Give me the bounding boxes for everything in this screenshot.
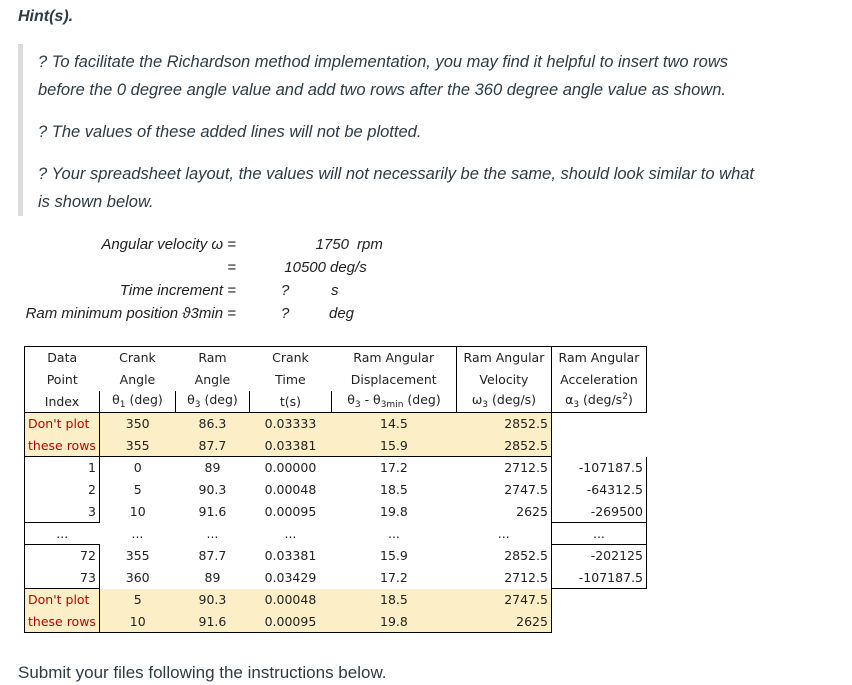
- header-crank: Crank: [99, 347, 175, 369]
- disp-theta-min-symbol: - θ: [364, 392, 381, 408]
- disp-cell: 15.9: [380, 548, 408, 563]
- disp-cell: ...: [387, 526, 400, 541]
- header-theta-diff: [331, 391, 456, 413]
- header-data: Data: [25, 347, 100, 369]
- alpha-unit-close: ): [627, 392, 633, 408]
- ram-min-value: ?: [281, 305, 290, 322]
- acc-cell: ...: [551, 523, 646, 545]
- ram-cell: ...: [206, 526, 219, 541]
- disp-cell: 17.2: [380, 570, 408, 585]
- theta3-unit: (deg): [204, 392, 238, 408]
- ram-cell: 90.3: [198, 482, 227, 497]
- table-row: [25, 611, 647, 633]
- table-row: [25, 479, 647, 501]
- crank-cell: 10: [129, 504, 146, 519]
- omega-unit: (deg/s): [492, 392, 537, 408]
- equals-label: =: [227, 259, 236, 276]
- time-cell: 0.00095: [264, 504, 317, 519]
- table-row: [25, 589, 647, 611]
- time-cell: 0.03381: [264, 548, 317, 563]
- disp-theta-min-subscript: 3min: [380, 400, 404, 411]
- acc-cell: [551, 413, 646, 435]
- header-point: Point: [25, 369, 100, 391]
- table-row: [25, 435, 647, 457]
- time-increment-label: Time increment =: [119, 282, 236, 299]
- ram-min-unit: deg: [329, 305, 355, 322]
- time-cell: 0.00048: [264, 482, 317, 497]
- index-cell: 1: [25, 457, 100, 479]
- index-cell: these rows: [25, 435, 100, 457]
- time-cell: 0.00048: [249, 589, 331, 611]
- alpha-symbol: α: [565, 392, 574, 408]
- hint-bullet-1-line-1: ? To facilitate the Richardson method implementation, you may find it helpful to insert two rows: [38, 53, 728, 71]
- header-displacement: Displacement: [331, 369, 456, 391]
- header-ram-angular-disp: Ram Angular: [331, 347, 456, 369]
- table-row: [25, 545, 647, 567]
- acc-cell: -107187.5: [551, 567, 646, 589]
- time-increment-unit: s: [331, 282, 339, 299]
- vel-cell: 2852.5: [456, 413, 551, 435]
- acc-cell: -269500: [551, 501, 646, 523]
- header-theta1: [99, 391, 175, 413]
- disp-cell: 19.8: [331, 611, 456, 633]
- index-cell: Don't plot: [25, 589, 100, 611]
- ram-cell: 87.7: [198, 548, 227, 563]
- theta3-subscript: 3: [194, 400, 201, 411]
- crank-cell: 355: [99, 435, 175, 457]
- index-cell: 72: [25, 545, 100, 567]
- table-row-ellipsis: [25, 523, 647, 545]
- header-omega3: [456, 391, 551, 413]
- disp-cell: 17.2: [380, 460, 408, 476]
- disp-unit: (deg): [407, 392, 441, 408]
- header-theta3: [175, 391, 249, 413]
- ram-cell: 91.6: [175, 611, 249, 633]
- header-row-1: [25, 347, 647, 369]
- time-cell: 0.00095: [249, 611, 331, 633]
- vel-cell: 2852.5: [456, 545, 551, 567]
- header-velocity: Velocity: [456, 369, 551, 391]
- vel-cell: 2712.5: [456, 457, 551, 479]
- alpha-subscript: 3: [573, 400, 580, 411]
- spreadsheet-table: [24, 346, 647, 633]
- rpm-unit: rpm: [357, 236, 383, 253]
- crank-cell: 5: [133, 482, 142, 497]
- disp-cell: 15.9: [331, 435, 456, 457]
- header-row-2: [25, 369, 647, 391]
- disp-cell: 19.8: [380, 504, 408, 519]
- theta3-symbol: θ: [187, 392, 195, 408]
- header-ram-angular-acc: Ram Angular: [551, 347, 646, 369]
- ram-cell: 90.3: [175, 589, 249, 611]
- omega-subscript: 3: [482, 400, 489, 411]
- time-cell: 0.03333: [249, 413, 331, 435]
- rpm-value: 1750: [315, 236, 349, 253]
- acc-cell: -202125: [551, 545, 646, 567]
- header-acceleration: Acceleration: [551, 369, 646, 391]
- header-ts: t(s): [249, 391, 331, 413]
- time-increment-value: ?: [281, 282, 290, 299]
- alpha-unit: (deg/s: [583, 392, 623, 408]
- acc-cell: [551, 435, 646, 457]
- vel-cell: 2712.5: [456, 567, 551, 589]
- vel-cell: 2747.5: [456, 479, 551, 501]
- vel-cell: 2852.5: [456, 435, 551, 457]
- angular-velocity-label: Angular velocity ω =: [101, 236, 236, 253]
- degs-unit: deg/s: [330, 259, 367, 276]
- crank-cell: 5: [99, 589, 175, 611]
- acc-cell: [551, 589, 646, 611]
- header-index: Index: [25, 391, 100, 413]
- table-row: [25, 567, 647, 589]
- header-ram: Ram: [175, 347, 249, 369]
- hint-bullet-1-line-2: before the 0 degree angle value and add two rows after the 360 degree angle value as shown.: [38, 81, 726, 99]
- index-cell: these rows: [25, 611, 100, 633]
- time-cell: 0.00000: [264, 460, 317, 476]
- disp-theta-symbol: θ: [347, 392, 355, 408]
- header-angle-crank: Angle: [99, 369, 175, 391]
- ram-cell: 86.3: [175, 413, 249, 435]
- hint-bullet-3-line-1: ? Your spreadsheet layout, the values will not necessarily be the same, should look similar to what: [38, 165, 755, 183]
- index-cell: Don't plot: [25, 413, 100, 435]
- omega-symbol: ω: [471, 392, 483, 408]
- hint-bullet-2: ? The values of these added lines will not be plotted.: [38, 123, 422, 141]
- disp-cell: 18.5: [331, 589, 456, 611]
- header-crank-time: Crank: [249, 347, 331, 369]
- theta1-subscript: 1: [119, 400, 126, 411]
- header-ram-angular-vel: Ram Angular: [456, 347, 551, 369]
- acc-cell: [551, 611, 646, 633]
- vel-cell: 2747.5: [456, 589, 551, 611]
- vel-cell: 2625: [456, 611, 551, 633]
- crank-cell: 350: [99, 413, 175, 435]
- table-row: [25, 457, 647, 479]
- vel-cell: ...: [456, 523, 551, 545]
- alpha-unit-exponent: 2: [622, 392, 628, 403]
- index-cell: ...: [25, 523, 100, 545]
- crank-cell: ...: [131, 526, 144, 541]
- acc-cell: -107187.5: [551, 457, 646, 479]
- ram-cell: 91.6: [198, 504, 227, 519]
- ram-cell: 89: [204, 460, 221, 476]
- header-time: Time: [249, 369, 331, 391]
- theta1-symbol: θ: [112, 392, 120, 408]
- crank-cell: 10: [99, 611, 175, 633]
- index-cell: 3: [25, 501, 100, 523]
- ram-cell: 89: [204, 570, 221, 585]
- time-cell: 0.03381: [249, 435, 331, 457]
- table-row: [25, 413, 647, 435]
- ram-min-label: Ram minimum position ϑ3min =: [25, 305, 236, 322]
- degs-value: 10500: [284, 259, 326, 276]
- disp-cell: 18.5: [380, 482, 408, 497]
- disp-cell: 14.5: [331, 413, 456, 435]
- ram-cell: 87.7: [175, 435, 249, 457]
- hint-bullet-3-line-2: is shown below.: [38, 193, 154, 211]
- crank-cell: 0: [133, 460, 142, 476]
- table-row: [25, 501, 647, 523]
- header-alpha3: [551, 391, 646, 413]
- submit-instructions: Submit your files following the instructions below.: [18, 663, 387, 682]
- blockquote-bar: [18, 44, 23, 216]
- hint-title: Hint(s).: [18, 8, 74, 25]
- theta1-unit: (deg): [129, 392, 163, 408]
- vel-cell: 2625: [456, 501, 551, 523]
- header-angle-ram: Angle: [175, 369, 249, 391]
- disp-theta-subscript: 3: [354, 400, 361, 411]
- index-cell: 2: [25, 479, 100, 501]
- acc-cell: -64312.5: [551, 479, 646, 501]
- header-row-3: [25, 391, 647, 413]
- crank-cell: 360: [125, 570, 150, 585]
- time-cell: 0.03429: [264, 570, 317, 585]
- time-cell: ...: [284, 526, 297, 541]
- index-cell: 73: [25, 567, 100, 589]
- crank-cell: 355: [125, 548, 150, 563]
